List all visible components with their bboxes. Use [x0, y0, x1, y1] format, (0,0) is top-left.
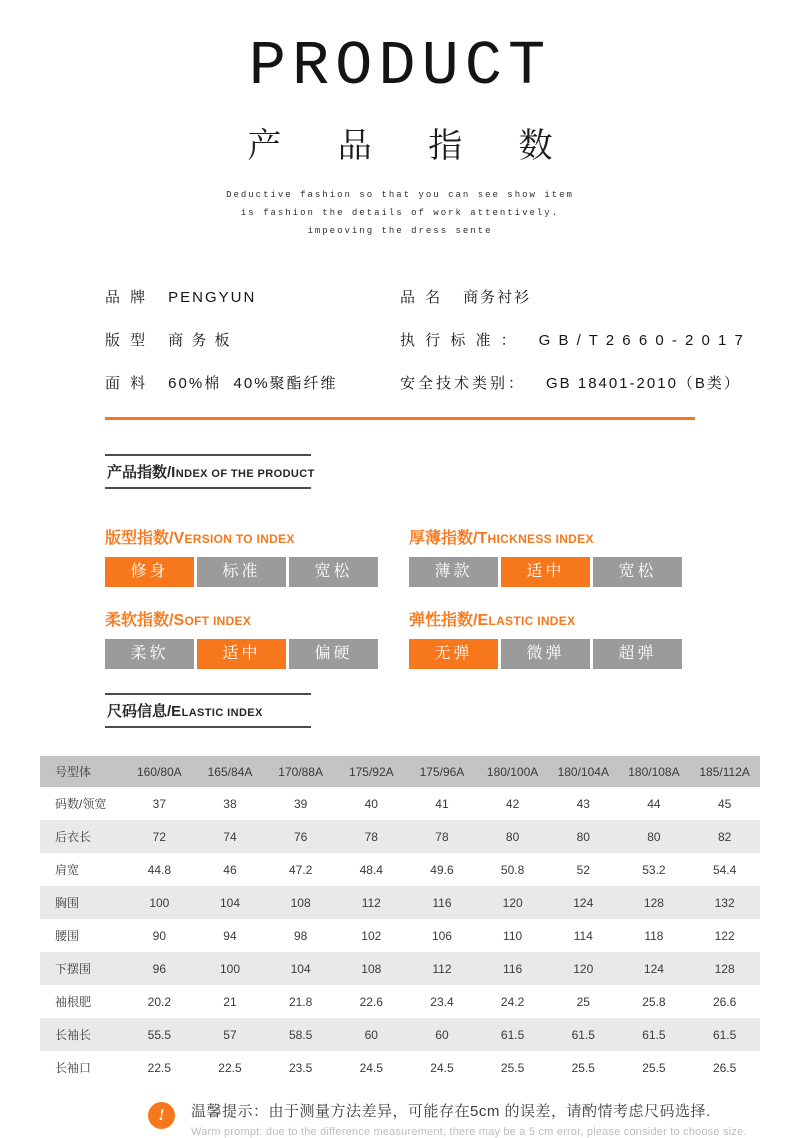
size-cell: 25.5: [642, 1060, 666, 1075]
size-table: [40, 756, 760, 1084]
size-cell: 23.4: [430, 994, 454, 1009]
info-label: 执 行 标 准 ：: [400, 332, 519, 349]
index-group: [409, 607, 682, 669]
size-table-row: [40, 886, 760, 919]
product-info: [0, 286, 800, 415]
info-label: 安全技术类别：: [400, 375, 527, 392]
info-row: [105, 372, 400, 415]
size-cell: 104: [219, 895, 240, 910]
size-cell: 53.2: [642, 862, 666, 877]
size-cell: 43: [576, 796, 590, 811]
size-cell: 82: [717, 829, 732, 844]
size-cell: 102: [361, 928, 382, 943]
size-row-label: 后衣长: [55, 830, 92, 844]
size-col-header: 165/84A: [207, 764, 253, 779]
size-cell: 108: [361, 961, 382, 976]
size-cell: 24.5: [359, 1060, 383, 1075]
index-group: [409, 525, 682, 587]
size-cell: 52: [576, 862, 590, 877]
size-cell: 40: [364, 796, 378, 811]
index-label-en: ELASTIC INDEX: [477, 612, 576, 629]
size-cell: 25: [576, 994, 590, 1009]
index-group: [105, 525, 378, 587]
size-cell: 128: [714, 961, 735, 976]
info-label: 品 牌: [105, 289, 149, 306]
size-cell: 78: [364, 829, 378, 844]
index-label-zh: 厚薄指数/: [409, 530, 478, 547]
size-cell: 132: [714, 895, 735, 910]
size-col-header: 175/96A: [419, 764, 465, 779]
size-table-body: [40, 787, 760, 1084]
size-cell: 72: [152, 829, 166, 844]
warm-prompt-en: Warm prompt: due to the difference measurement, there may be a 5 cm error, please consider to choose size.: [191, 1126, 747, 1138]
size-table-row: [40, 853, 760, 886]
exclamation-icon: !: [148, 1102, 175, 1129]
size-col-header: 170/88A: [278, 764, 323, 779]
size-col-header: 160/80A: [136, 764, 182, 779]
size-cell: 42: [505, 796, 520, 811]
size-cell: 60: [364, 1027, 378, 1042]
info-row: [400, 372, 741, 415]
section-header-en: INDEX OF THE PRODUCT: [171, 464, 315, 481]
size-row-label: 肩宽: [55, 863, 80, 877]
size-cell: 45: [717, 796, 732, 811]
size-cell: 22.6: [359, 994, 383, 1009]
size-cell: 61.5: [642, 1027, 666, 1042]
tagline-line: is fashion the details of work attentively.: [240, 208, 560, 218]
info-value: 商 务 板: [168, 332, 232, 349]
size-cell: 116: [432, 895, 452, 910]
size-cell: 47.2: [288, 862, 313, 877]
size-cell: 26.6: [712, 994, 737, 1009]
size-col-header: 180/108A: [628, 764, 680, 779]
info-label: 面 料: [105, 375, 149, 392]
size-cell: 116: [503, 961, 523, 976]
index-option: 超弹: [593, 639, 682, 669]
size-cell: 49.6: [430, 862, 454, 877]
size-cell: 58.5: [288, 1027, 313, 1042]
index-option-active: 适中: [197, 639, 286, 669]
size-cell: 112: [432, 961, 452, 976]
index-bar: [105, 639, 378, 669]
size-cell: 122: [714, 928, 735, 943]
size-cell: 94: [223, 928, 237, 943]
size-cell: 124: [573, 895, 594, 910]
size-cell: 61.5: [500, 1027, 525, 1042]
section-header-size-info: [105, 693, 311, 728]
warm-prompt-zh: 温馨提示：由于测量方法差异，可能存在5cm 的误差，请酌情考虑尺码选择.: [191, 1103, 711, 1120]
size-cell: 54.4: [712, 862, 737, 877]
size-row-label: 长袖长: [55, 1028, 92, 1042]
index-option: 微弹: [501, 639, 590, 669]
size-cell: 112: [361, 895, 381, 910]
info-row: [400, 286, 700, 329]
index-label: [105, 525, 378, 548]
index-label-en: VERSION TO INDEX: [173, 530, 295, 547]
size-cell: 20.2: [147, 994, 171, 1009]
size-cell: 98: [293, 928, 308, 943]
info-value: 60%棉 40%聚酯纤维: [168, 375, 338, 392]
size-cell: 39: [293, 796, 308, 811]
section-header-zh: 尺码信息/: [107, 703, 172, 720]
size-cell: 80: [576, 829, 590, 844]
size-cell: 50.8: [500, 862, 525, 877]
tagline-line: Deductive fashion so that you can see show item: [226, 190, 574, 200]
size-cell: 114: [573, 928, 593, 943]
size-table-row: [40, 985, 760, 1018]
size-cell: 90: [152, 928, 166, 943]
size-cell: 108: [290, 895, 311, 910]
index-bar: [409, 639, 682, 669]
index-label-en: THICKNESS INDEX: [477, 530, 594, 547]
size-table-row: [40, 820, 760, 853]
size-cell: 128: [643, 895, 664, 910]
size-cell: 118: [644, 928, 664, 943]
index-group: [105, 607, 378, 669]
size-cell: 44.8: [147, 862, 171, 877]
index-label: [409, 525, 682, 548]
size-cell: 55.5: [147, 1027, 171, 1042]
warm-prompt-text: [191, 1100, 747, 1138]
size-cell: 96: [152, 961, 166, 976]
size-col-header: 175/92A: [348, 764, 394, 779]
section-header-product-index: [105, 454, 315, 489]
tagline-line: impeoving the dress sente: [307, 226, 493, 236]
size-cell: 124: [643, 961, 664, 976]
size-cell: 57: [223, 1027, 237, 1042]
size-cell: 23.5: [288, 1060, 313, 1075]
size-cell: 25.8: [642, 994, 666, 1009]
size-cell: 110: [503, 928, 523, 943]
product-info-right: [400, 286, 745, 415]
size-table-row: [40, 1018, 760, 1051]
warm-prompt: [148, 1100, 800, 1138]
index-label: [105, 607, 378, 630]
size-row-label: 胸围: [55, 896, 80, 910]
index-option-active: 适中: [501, 557, 590, 587]
tagline: [0, 186, 800, 240]
size-cell: 37: [152, 796, 166, 811]
index-bar: [105, 557, 378, 587]
size-cell: 80: [505, 829, 520, 844]
size-row-label: 下摆围: [55, 962, 92, 976]
size-table-header: [40, 756, 760, 787]
size-table-row: [40, 787, 760, 820]
info-value: 商务衬衫: [463, 289, 532, 306]
size-cell: 41: [435, 796, 449, 811]
size-cell: 24.5: [430, 1060, 454, 1075]
index-option-active: 无弹: [409, 639, 498, 669]
size-cell: 61.5: [571, 1027, 595, 1042]
size-table-header-row: [40, 756, 760, 787]
info-value: G B / T 2 6 6 0 - 2 0 1 7: [538, 332, 745, 349]
size-row-label: 袖根肥: [55, 995, 92, 1009]
index-label: [409, 607, 682, 630]
index-label-zh: 弹性指数/: [409, 612, 478, 629]
product-info-left: [105, 286, 400, 415]
size-cell: 120: [573, 961, 594, 976]
size-cell: 74: [223, 829, 237, 844]
info-value: PENGYUN: [168, 289, 257, 306]
size-cell: 22.5: [218, 1060, 242, 1075]
size-cell: 25.5: [500, 1060, 525, 1075]
section-header-zh: 产品指数/: [107, 464, 172, 481]
size-table-row: [40, 1051, 760, 1084]
section-header-en: ELASTIC INDEX: [171, 703, 263, 720]
index-option: 偏硬: [289, 639, 378, 669]
size-cell: 21.8: [288, 994, 313, 1009]
info-row: [105, 286, 400, 329]
size-cell: 24.2: [500, 994, 525, 1009]
size-cell: 48.4: [359, 862, 383, 877]
size-row-label: 长袖口: [55, 1061, 92, 1075]
index-option: 柔软: [105, 639, 194, 669]
size-col-header: 180/104A: [557, 764, 609, 779]
size-cell: 22.5: [147, 1060, 171, 1075]
size-cell: 38: [223, 796, 237, 811]
size-row-label: 码数/领宽: [55, 797, 107, 811]
size-cell: 80: [647, 829, 661, 844]
index-option-active: 修身: [105, 557, 194, 587]
index-option: 薄款: [409, 557, 498, 587]
index-label-zh: 柔软指数/: [105, 612, 174, 629]
hero-header: [0, 0, 800, 240]
size-cell: 46: [223, 862, 237, 877]
size-cell: 25.5: [571, 1060, 595, 1075]
size-cell: 60: [435, 1027, 449, 1042]
size-col-header: 180/100A: [486, 764, 539, 779]
size-row-label: 腰围: [55, 929, 80, 943]
info-label: 版 型: [105, 332, 149, 349]
size-table-row: [40, 919, 760, 952]
index-label-zh: 版型指数/: [105, 530, 174, 547]
page-subtitle: 产 品 指 数: [247, 130, 571, 168]
index-bar: [409, 557, 682, 587]
index-label-en: SOFT INDEX: [173, 612, 252, 629]
size-cell: 44: [647, 796, 661, 811]
size-cell: 21: [223, 994, 237, 1009]
index-grid: [105, 525, 800, 669]
info-value: GB 18401-2010（B类）: [546, 375, 741, 392]
size-cell: 100: [219, 961, 240, 976]
index-option: 宽松: [289, 557, 378, 587]
size-col-header: 185/112A: [699, 764, 750, 779]
size-cell: 78: [435, 829, 449, 844]
page-title: PRODUCT: [248, 31, 552, 102]
size-cell: 104: [290, 961, 311, 976]
info-label: 品 名: [400, 289, 444, 306]
index-option: 宽松: [593, 557, 682, 587]
size-col-label-header: 号型体: [55, 765, 92, 779]
size-cell: 26.5: [712, 1060, 737, 1075]
size-cell: 106: [431, 928, 452, 943]
size-cell: 120: [502, 895, 523, 910]
size-cell: 61.5: [712, 1027, 737, 1042]
info-row: [400, 329, 745, 372]
size-table-row: [40, 952, 760, 985]
accent-divider: [105, 417, 695, 420]
size-cell: 76: [293, 829, 308, 844]
info-row: [105, 329, 400, 372]
size-cell: 100: [149, 895, 170, 910]
index-option: 标准: [197, 557, 286, 587]
